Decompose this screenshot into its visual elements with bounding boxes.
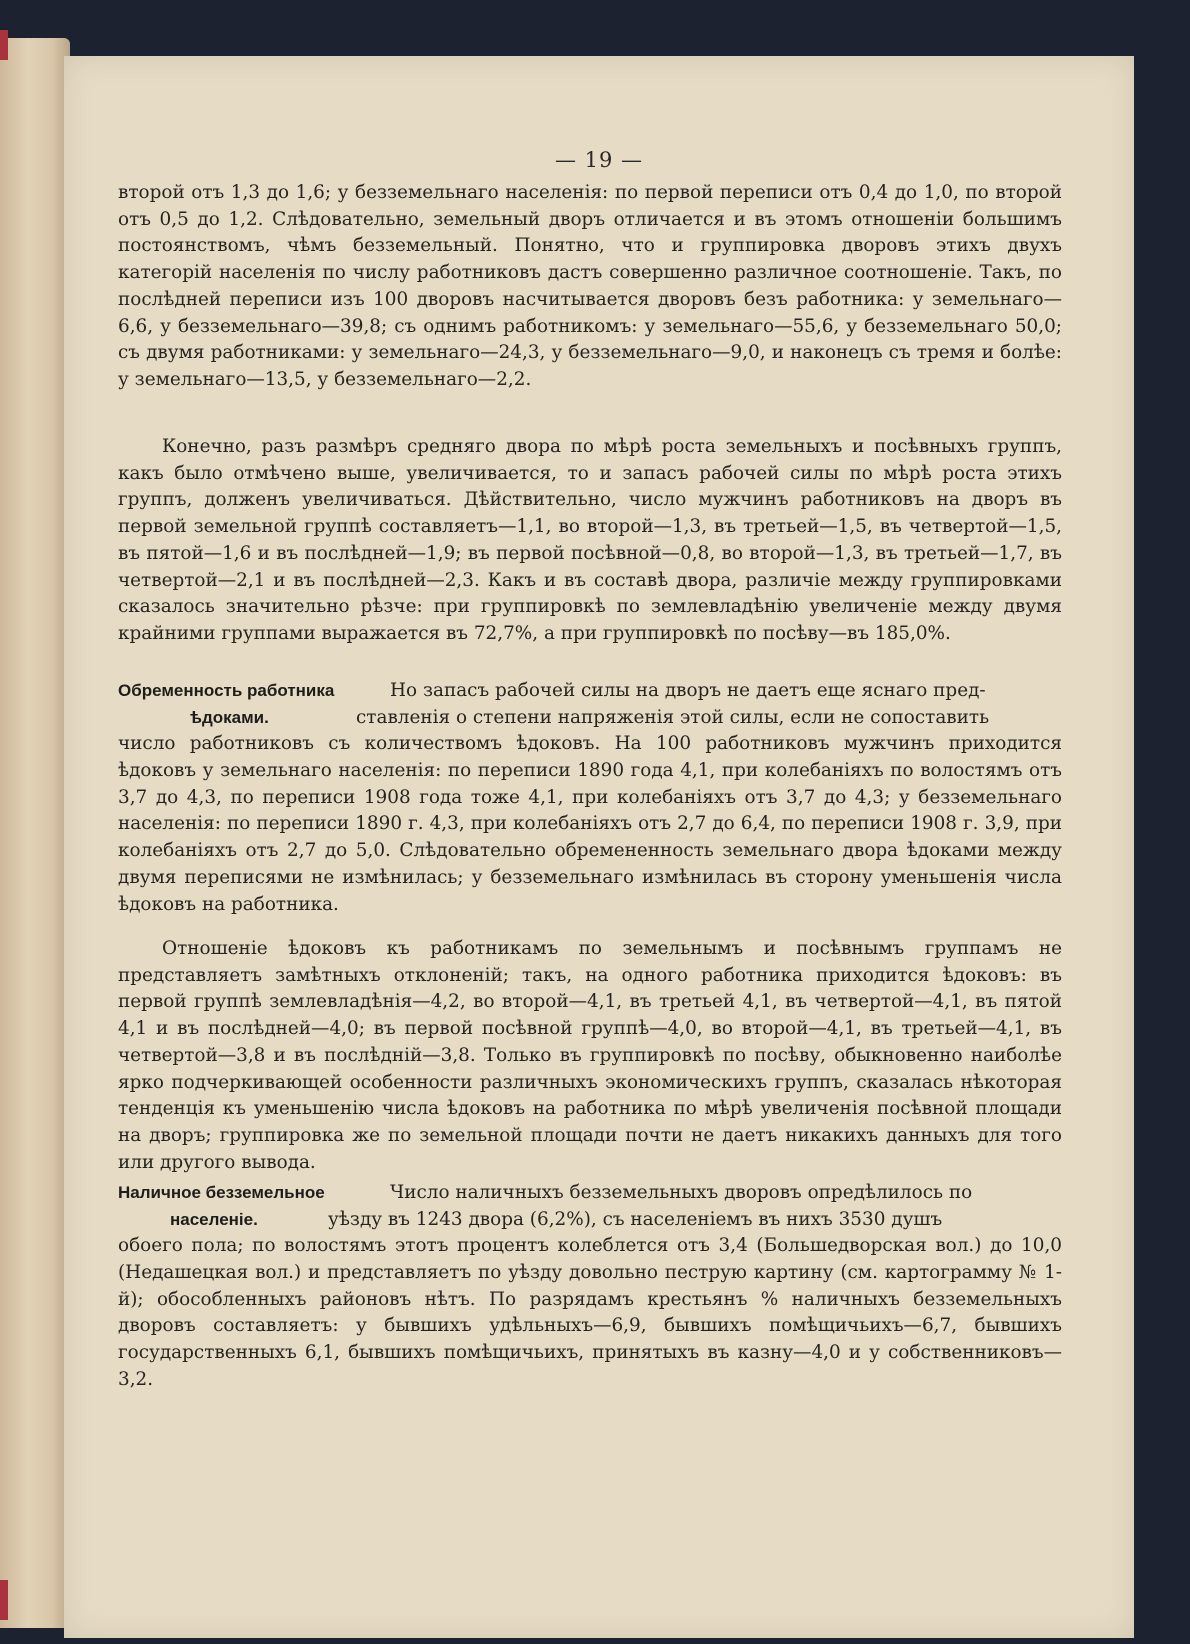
section-2-body: обоего пола; по волостямъ этотъ процентъ колеблется отъ 3,4 (Большедворская вол.) до 10,0 (Недашецкая вол.) и представляетъ по уѣзду довольно пеструю картину (см. картограмму № 1-й); обособленныхъ районовъ нѣтъ. По разрядамъ крестьянъ % наличныхъ безземельныхъ дворовъ составляетъ: у бывшихъ удѣльныхъ—6,9, бывшихъ помѣщичьихъ—6,7, бывшихъ государственныхъ 6,1, бывшихъ помѣщичьихъ, принятыхъ въ казну—4,0 и у собственниковъ—3,2.	[118, 1235, 1062, 1390]
previous-page-edge	[0, 38, 70, 1628]
binding-edge-top	[0, 30, 8, 60]
section-1-first-line: Но запасъ рабочей силы на дворъ не даетъ еще яснаго пред-	[390, 680, 986, 701]
paragraph-4: Отношеніе ѣдоковъ къ работникамъ по земельнымъ и посѣвнымъ группамъ не представляетъ замѣтныхъ отклоненій; такъ, на одного работника приходится ѣдоковъ: въ первой группѣ землевладѣнія—4,2, во второй—4,1, въ третьей 4,1, въ четвертой—4,1, въ пятой 4,1 и въ послѣдней—4,0; въ первой посѣвной группѣ—4,0, во второй—4,1, въ третьей—4,1, въ четвертой—3,8 и въ послѣдній—3,8. Только въ группировкѣ по посѣву, обыкновенно наиболѣе ярко подчеркивающей особенности различныхъ экономическихъ группъ, сказалась нѣкоторая тенденція къ уменьшенію числа ѣдоковъ на работника по мѣрѣ увеличенія посѣвной площади на дворъ; группировка же по земельной площади почти не даетъ никакихъ данныхъ для того или другого вывода.	[118, 938, 1062, 1173]
side-heading-line-2: населеніе.	[170, 1209, 258, 1229]
section-2-second-line: уѣзду въ 1243 двора (6,2%), съ населеніемъ въ нихъ 3530 душъ	[328, 1208, 943, 1230]
section-1-second-line: ставленія о степени напряженія этой силы, если не сопоставить	[356, 706, 990, 728]
binding-edge-bottom	[0, 1580, 8, 1620]
section-1-body: число работниковъ съ количествомъ ѣдоковъ. На 100 работниковъ мужчинъ приходится ѣдоковъ у земельнаго населенія: по переписи 1890 года 4,1, при колебаніяхъ по волостямъ отъ 3,7 до 4,3, по переписи 1908 года тоже 4,1, при колебаніяхъ отъ 3,7 до 4,3; у безземельнаго населенія: по переписи 1890 г. 4,3, при колебаніяхъ отъ 2,7 до 6,4, по переписи 1908 г. 3,9, при колебаніяхъ отъ 2,7 до 5,0. Слѣдовательно обремененность земельнаго двора ѣдоками между двумя переписями не измѣнилась; у безземельнаго измѣнилась въ сторону уменьшенія числа ѣдоковъ на работника.	[118, 733, 1062, 915]
side-heading-line-1: Наличное безземельное	[118, 1183, 325, 1202]
section-obremennost	[118, 678, 1062, 918]
side-heading-line-1: Обременность работника	[118, 681, 335, 700]
side-heading-line-2: ѣдоками.	[190, 707, 269, 727]
paragraph-2: Конечно, разъ размѣръ средняго двора по мѣрѣ роста земельныхъ и посѣвныхъ группъ, какъ было отмѣчено выше, увеличивается, то и запасъ рабочей силы по мѣрѣ роста этихъ группъ, долженъ увеличиваться. Дѣйствительно, число мужчинъ работниковъ на дворъ въ первой земельной группѣ составляетъ—1,1, во второй—1,3, въ третьей—1,5, въ четвертой—1,5, въ пятой—1,6 и въ послѣдней—1,9; въ первой посѣвной—0,8, во второй—1,3, въ третьей—1,7, въ четвертой—2,1 и въ послѣдней—2,3. Какъ и въ составѣ двора, различіе между группировками сказалось значительно рѣзче: при группировкѣ по землевладѣнію увеличеніе между двумя крайними группами выражается въ 72,7%, а при группировкѣ по посѣву—въ 185,0%.	[118, 436, 1062, 644]
section-2-first-line: Число наличныхъ безземельныхъ дворовъ опредѣлилось по	[390, 1182, 973, 1203]
paragraph-1: второй отъ 1,3 до 1,6; у безземельнаго населенія: по первой переписи отъ 0,4 до 1,0, по второй отъ 0,5 до 1,2. Слѣдовательно, земельный дворъ отличается и въ этомъ отношеніи большимъ постоянствомъ, чѣмъ безземельный. Понятно, что и группировка дворовъ этихъ двухъ категорій населенія по числу работниковъ дастъ совершенно различное соотношеніе. Такъ, по послѣдней переписи изъ 100 дворовъ насчитывается дворовъ безъ работника: у земельнаго—6,6, у безземельнаго—39,8; съ однимъ работникомъ: у земельнаго—55,6, у безземельнаго 50,0; съ двумя работниками: у земельнаго—24,3, у безземельнаго—9,0, и наконецъ съ тремя и болѣе: у земельнаго—13,5, у безземельнаго—2,2.	[118, 182, 1062, 390]
book-page	[64, 56, 1134, 1638]
page-number: — 19 —	[554, 148, 644, 172]
section-nalichnoe	[118, 1180, 1062, 1394]
